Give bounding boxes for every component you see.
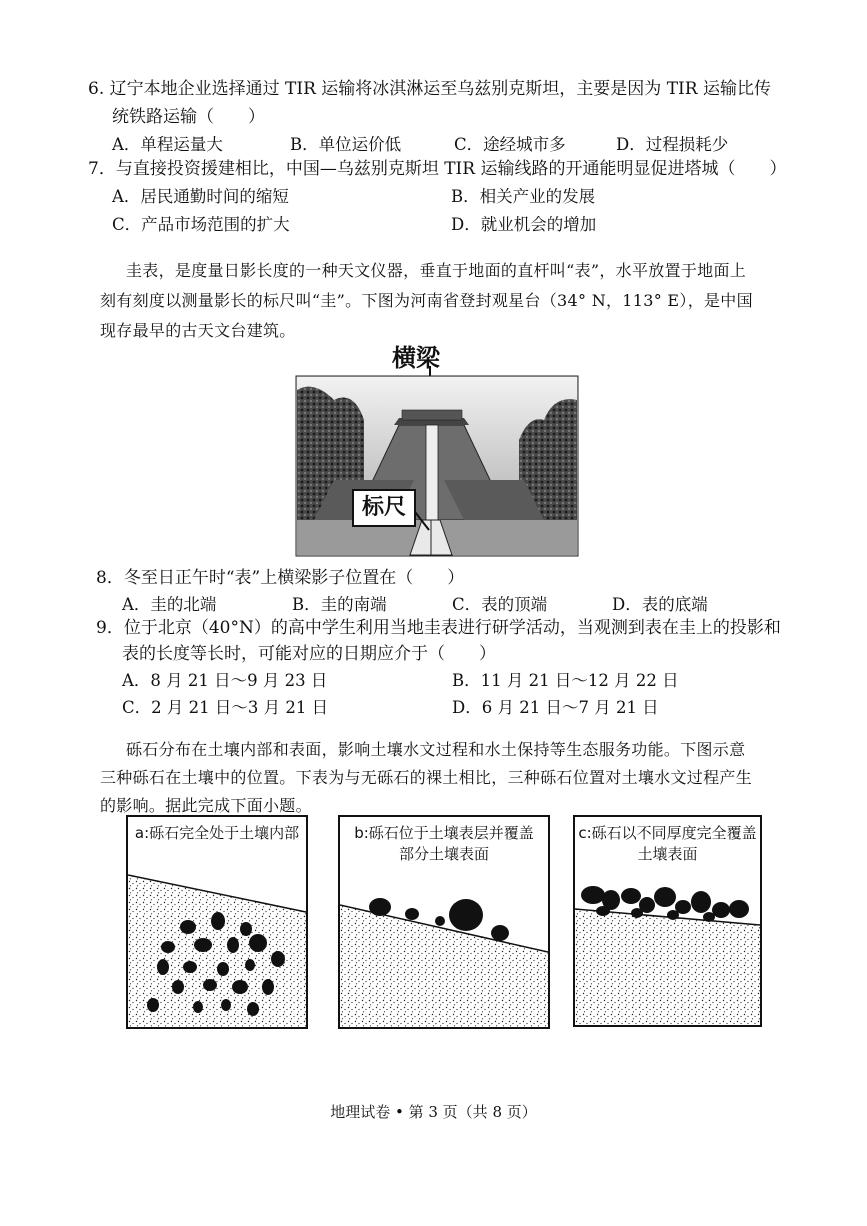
q8-stem: 8．冬至日正午时“表”上横梁影子位置在（ ） xyxy=(96,568,465,588)
guibiao-intro-line1: 圭表，是度量日影长度的一种天文仪器，垂直于地面的直杆叫“表”，水平放置于地面上 xyxy=(126,261,747,280)
q7-option-c: C．产品市场范围的扩大 xyxy=(112,215,290,234)
q6-stem-line1: 6. 辽宁本地企业选择通过 TIR 运输将冰淇淋运至乌兹别克斯坦，主要是因为 TIR 运输比传 xyxy=(88,79,771,99)
panel-b-diagram xyxy=(340,817,548,1027)
q8-option-a: A．圭的北端 xyxy=(122,595,217,614)
ruler-label: 标尺 xyxy=(352,489,416,527)
panel-c xyxy=(573,815,762,1027)
q9-option-b: B．11 月 21 日～12 月 22 日 xyxy=(452,671,679,690)
observatory-photo xyxy=(294,330,584,560)
q9-option-a: A．8 月 21 日～9 月 23 日 xyxy=(122,671,328,690)
q7-option-a: A．居民通勤时间的缩短 xyxy=(112,187,289,206)
q6-option-a: A．单程运量大 xyxy=(112,135,223,154)
panel-a-caption: a:砾石完全处于土壤内部 xyxy=(134,824,300,842)
q7-stem: 7．与直接投资援建相比，中国—乌兹别克斯坦 TIR 运输线路的开通能明显促进塔城（ ） xyxy=(88,159,787,179)
panel-b-caption-line2: 部分土壤表面 xyxy=(398,845,489,863)
panel-a xyxy=(126,815,308,1029)
panel-c-diagram xyxy=(575,817,760,1025)
q8-option-b: B．圭的南端 xyxy=(292,595,387,614)
gravel-intro-line2: 三种砾石在土壤中的位置。下表为与无砾石的裸土相比，三种砾石位置对土壤水文过程产生 xyxy=(100,768,753,787)
panel-c-caption-line1: c:砾石以不同厚度完全覆盖 xyxy=(578,824,757,842)
q9-option-c: C．2 月 21 日～3 月 21 日 xyxy=(122,698,329,717)
beam-label: 横梁 xyxy=(392,344,440,372)
q9-option-d: D．6 月 21 日～7 月 21 日 xyxy=(452,698,659,717)
panel-a-diagram xyxy=(128,817,306,1027)
q6-stem-line2: 统铁路运输（ ） xyxy=(112,107,265,127)
q6-option-d: D．过程损耗少 xyxy=(616,135,729,154)
q8-option-d: D．表的底端 xyxy=(612,595,708,614)
q8-option-c: C．表的顶端 xyxy=(452,595,548,614)
panel-c-caption-line2: 土壤表面 xyxy=(637,845,698,863)
q7-option-b: B．相关产业的发展 xyxy=(451,187,596,206)
panel-b-caption-line1: b:砾石位于土壤表层并覆盖 xyxy=(354,824,534,842)
page-footer: 地理试卷 • 第 3 页（共 8 页） xyxy=(330,1103,537,1121)
panel-b xyxy=(338,815,550,1029)
gravel-intro-line1: 砾石分布在土壤内部和表面，影响土壤水文过程和水土保持等生态服务功能。下图示意 xyxy=(126,740,746,759)
q9-stem-line2: 表的长度等长时，可能对应的日期应介于（ ） xyxy=(122,644,496,664)
q7-option-d: D．就业机会的增加 xyxy=(451,215,597,234)
guibiao-intro-line2: 刻有刻度以测量影长的标尺叫“圭”。下图为河南省登封观星台（34° N，113° E），是中国 xyxy=(100,291,753,310)
q9-stem-line1: 9．位于北京（40°N）的高中学生利用当地圭表进行研学活动，当观测到表在圭上的投影和 xyxy=(96,618,781,638)
q6-option-b: B．单位运价低 xyxy=(290,135,402,154)
q6-option-c: C．途经城市多 xyxy=(454,135,566,154)
guibiao-intro-line3: 现存最早的古天文台建筑。 xyxy=(100,321,296,340)
gravel-intro-line3: 的影响。据此完成下面小题。 xyxy=(100,796,312,815)
